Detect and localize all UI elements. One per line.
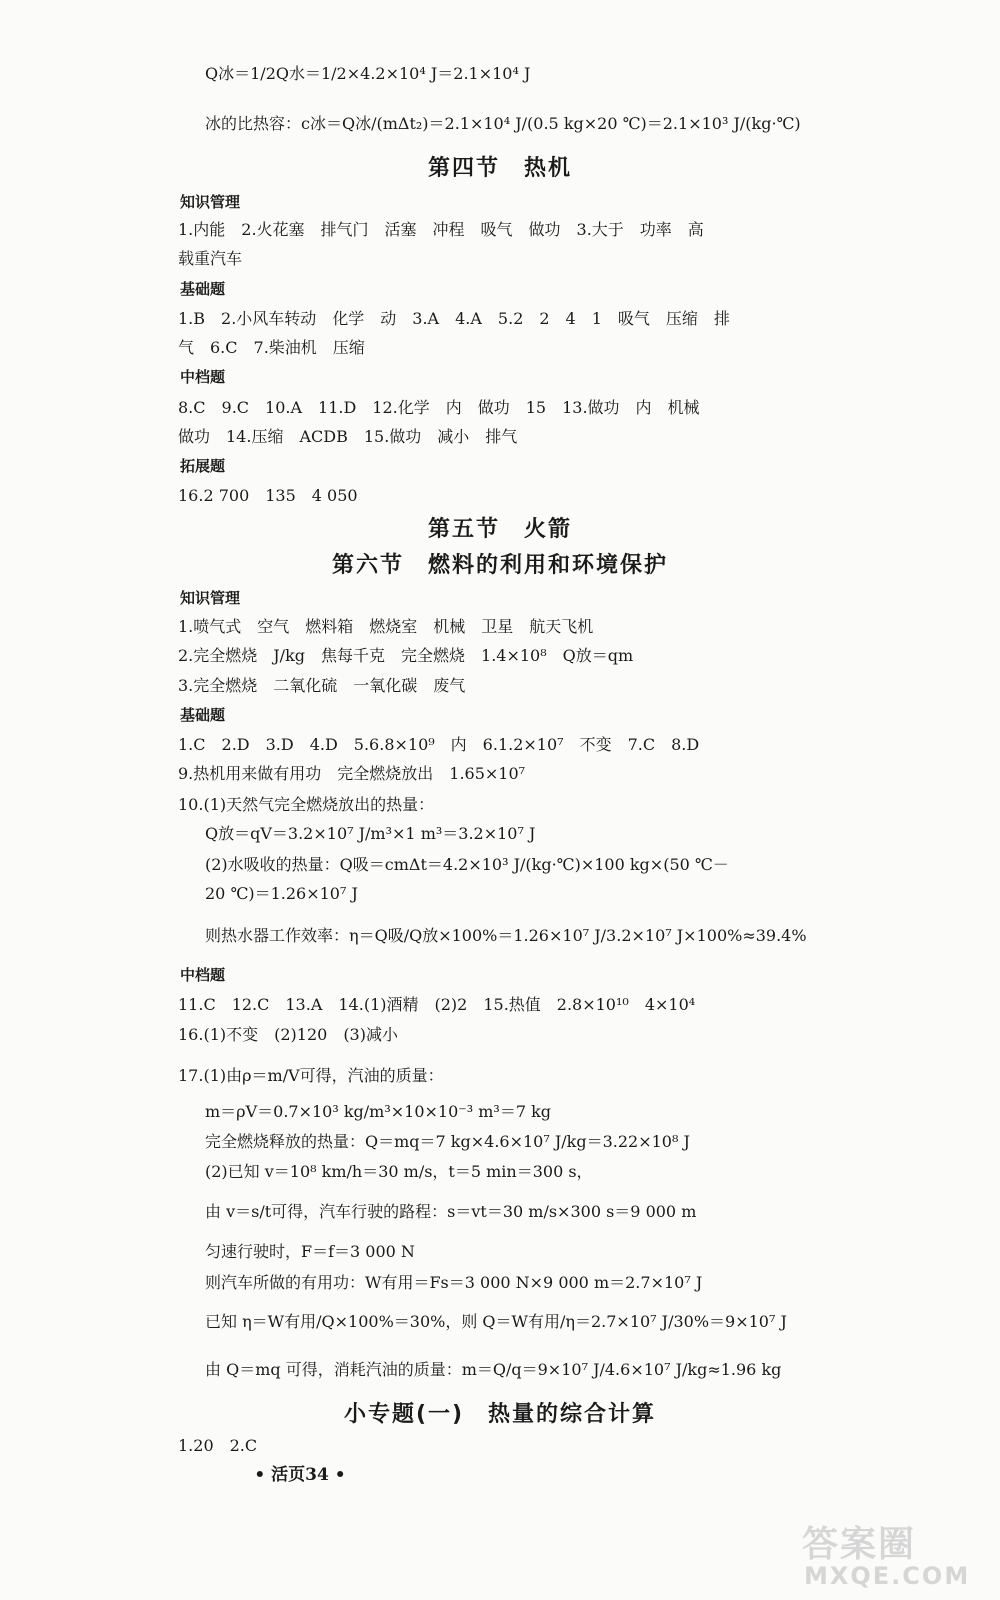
answer-line: 16.2 700 135 4 050	[178, 486, 358, 505]
answer-line: 1.B 2.小风车转动 化学 动 3.A 4.A 5.2 2 4 1 吸气 压缩 排	[178, 309, 730, 328]
formula-line: 由 Q＝mq 可得，消耗汽油的质量：m＝Q/q＝9×10⁷ J/4.6×10⁷ J/kg≈1.96 kg	[205, 1360, 782, 1379]
answer-line: 1.20 2.C	[178, 1436, 258, 1455]
answer-line: 11.C 12.C 13.A 14.(1)酒精 (2)2 15.热值 2.8×10¹⁰ 4×10⁴	[178, 995, 696, 1014]
subsection-heading: 基础题	[180, 706, 226, 724]
answer-line: 载重汽车	[178, 249, 243, 268]
subsection-heading: 知识管理	[180, 193, 241, 211]
section-title: 第四节 热机	[427, 156, 572, 181]
formula-line: Q冰＝1/2Q水＝1/2×4.2×10⁴ J＝2.1×10⁴ J	[205, 64, 531, 83]
formula-line: (2)已知 v＝10⁸ km/h＝30 m/s，t＝5 min＝300 s，	[205, 1162, 593, 1181]
formula-line: 已知 η＝W有用/Q×100%＝30%，则 Q＝W有用/η＝2.7×10⁷ J/30%＝9×10⁷ J	[205, 1312, 787, 1331]
answer-line: 1.喷气式 空气 燃料箱 燃烧室 机械 卫星 航天飞机	[178, 617, 594, 636]
answer-line: 2.完全燃烧 J/kg 焦每千克 完全燃烧 1.4×10⁸ Q放＝qm	[178, 646, 634, 665]
section-title: 第六节 燃料的利用和环境保护	[331, 553, 668, 578]
formula-line: 冰的比热容：c冰＝Q冰/(mΔt₂)＝2.1×10⁴ J/(0.5 kg×20 ℃)＝2.1×10³ J/(kg·℃)	[205, 114, 801, 133]
watermark-text: 答案圈	[802, 1524, 917, 1565]
formula-line: 匀速行驶时，F＝f＝3 000 N	[205, 1242, 415, 1261]
answer-line: 1.内能 2.火花塞 排气门 活塞 冲程 吸气 做功 3.大于 功率 高	[178, 220, 704, 239]
formula-line: (2)水吸收的热量：Q吸＝cmΔt＝4.2×10³ J/(kg·℃)×100 kg×(50 ℃－	[205, 855, 729, 874]
subsection-heading: 拓展题	[180, 457, 226, 475]
answer-line: 9.热机用来做有用功 完全燃烧放出 1.65×10⁷	[178, 764, 526, 783]
answer-line: 17.(1)由ρ＝m/V可得，汽油的质量：	[178, 1066, 444, 1085]
formula-line: 则热水器工作效率：η＝Q吸/Q放×100%＝1.26×10⁷ J/3.2×10⁷ J×100%≈39.4%	[205, 926, 807, 945]
answer-line: 8.C 9.C 10.A 11.D 12.化学 内 做功 15 13.做功 内 机械	[178, 398, 700, 417]
section-title: 小专题(一) 热量的综合计算	[343, 1402, 657, 1427]
answer-line: 气 6.C 7.柴油机 压缩	[178, 338, 365, 357]
subsection-heading: 中档题	[180, 368, 226, 386]
formula-line: Q放＝qV＝3.2×10⁷ J/m³×1 m³＝3.2×10⁷ J	[205, 824, 536, 843]
formula-line: 20 ℃)＝1.26×10⁷ J	[205, 884, 358, 903]
subsection-heading: 知识管理	[180, 589, 241, 607]
page-number: • 活页34 •	[254, 1465, 346, 1485]
answer-line: 3.完全燃烧 二氧化硫 一氧化碳 废气	[178, 676, 466, 695]
formula-line: 则汽车所做的有用功：W有用＝Fs＝3 000 N×9 000 m＝2.7×10⁷ J	[205, 1273, 703, 1292]
formula-line: 由 v＝s/t可得，汽车行驶的路程：s＝vt＝30 m/s×300 s＝9 000 m	[205, 1202, 697, 1221]
formula-line: 完全燃烧释放的热量：Q＝mq＝7 kg×4.6×10⁷ J/kg＝3.22×10⁸ J	[205, 1132, 690, 1151]
watermark-url: MXQE.COM	[804, 1562, 971, 1590]
watermark-logo	[796, 1516, 986, 1592]
answer-line: 1.C 2.D 3.D 4.D 5.6.8×10⁹ 内 6.1.2×10⁷ 不变 7.C 8.D	[178, 735, 700, 754]
subsection-heading: 中档题	[180, 966, 226, 984]
subsection-heading: 基础题	[180, 280, 226, 298]
formula-line: m＝ρV＝0.7×10³ kg/m³×10×10⁻³ m³＝7 kg	[205, 1102, 552, 1121]
answer-line: 做功 14.压缩 ACDB 15.做功 减小 排气	[178, 427, 518, 446]
section-title: 第五节 火箭	[427, 517, 572, 542]
answer-line: 10.(1)天然气完全燃烧放出的热量：	[178, 795, 435, 814]
answer-line: 16.(1)不变 (2)120 (3)减小	[178, 1025, 398, 1044]
